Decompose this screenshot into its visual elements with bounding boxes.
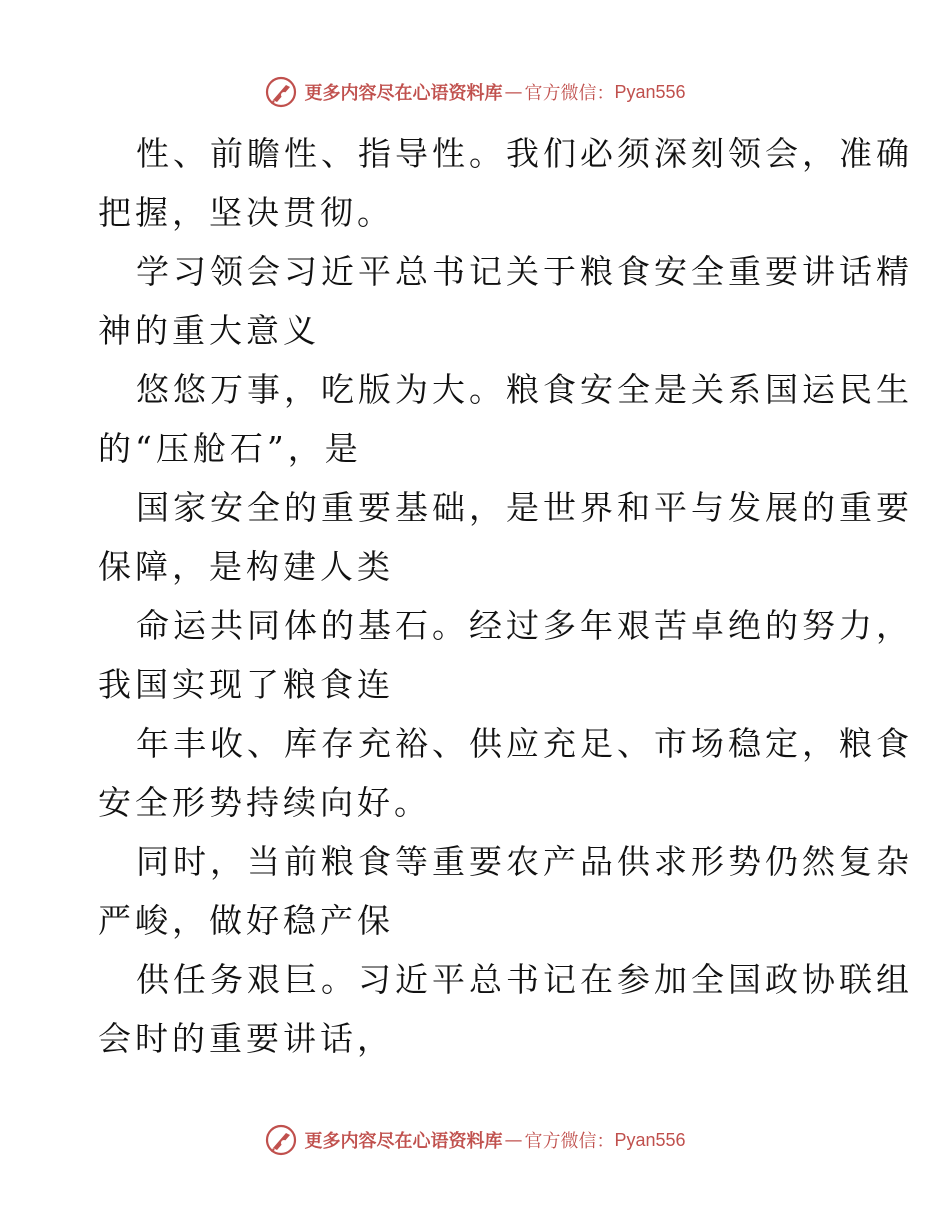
footer-wechat-label: 官方微信： (524, 1131, 615, 1152)
text-line: 国家安全的重要基础，是世界和平与发展的重要 (136, 488, 913, 527)
text-line: 悠悠万事，吃版为大。粮食安全是关系国运民生 (136, 370, 913, 409)
footer-banner (0, 1120, 950, 1160)
text-line: 命运共同体的基石。经过多年艰苦卓绝的努力， (136, 606, 913, 645)
quill-pen-icon (264, 75, 298, 109)
text-line: 我国实现了粮食连 (98, 665, 394, 704)
header-banner (0, 72, 950, 112)
text-line: 年丰收、库存充裕、供应充足、市场稳定，粮食 (136, 724, 913, 763)
header-wechat-label: 官方微信： (524, 83, 615, 104)
header-brand-text: 更多内容尽在心语资料库 (304, 83, 503, 104)
document-body (98, 124, 913, 1068)
text-line: 保障，是构建人类 (98, 547, 394, 586)
text-line: 的“压舱石”，是 (98, 429, 362, 468)
quill-pen-icon (264, 1123, 298, 1157)
text-line: 安全形势持续向好。 (98, 783, 431, 822)
text-line: 同时，当前粮食等重要农产品供求形势仍然复杂 (136, 842, 913, 881)
header-dash: — (504, 81, 523, 103)
footer-dash: — (504, 1129, 523, 1151)
text-line: 严峻，做好稳产保 (98, 901, 394, 940)
text-line: 把握，坚决贯彻。 (98, 193, 394, 232)
footer-brand-text: 更多内容尽在心语资料库 (304, 1131, 503, 1152)
header-wechat-id: Pyan556 (614, 81, 686, 102)
text-line: 会时的重要讲话， (98, 1019, 394, 1058)
text-line: 神的重大意义 (98, 311, 320, 350)
text-line: 性、前瞻性、指导性。我们必须深刻领会，准确 (136, 134, 913, 173)
text-line: 学习领会习近平总书记关于粮食安全重要讲话精 (136, 252, 913, 291)
text-line: 供任务艰巨。习近平总书记在参加全国政协联组 (136, 960, 913, 999)
footer-wechat-id: Pyan556 (614, 1129, 686, 1150)
